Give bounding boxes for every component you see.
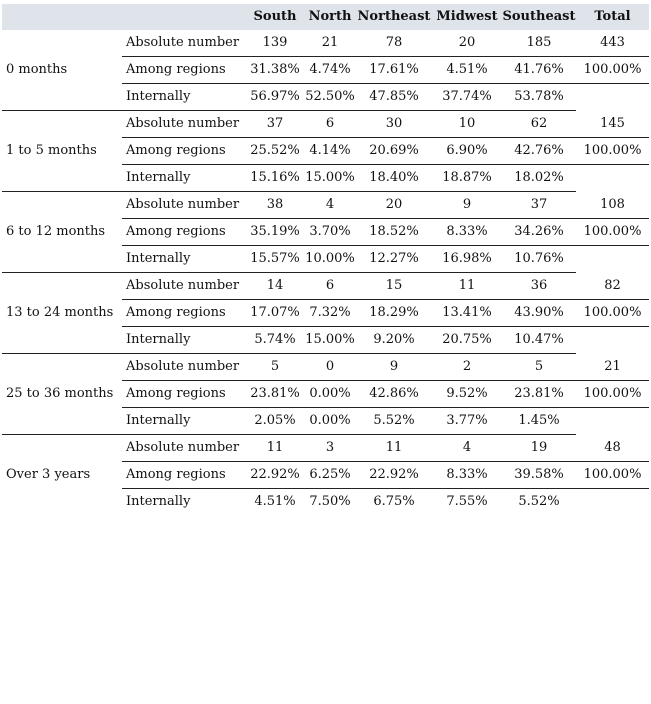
cell-north: 0.00%	[304, 408, 356, 435]
cell-south: 15.16%	[246, 165, 304, 192]
cell-midwest: 18.87%	[432, 165, 502, 192]
table-row	[2, 354, 649, 381]
cell-midwest: 13.41%	[432, 300, 502, 327]
measure-label: Absolute number	[122, 192, 246, 219]
cell-southeast: 18.02%	[502, 165, 576, 192]
cell-south: 139	[246, 30, 304, 57]
cell-total: 21	[576, 354, 649, 381]
cell-midwest: 6.90%	[432, 138, 502, 165]
cell-total	[576, 246, 649, 273]
measure-label: Internally	[122, 246, 246, 273]
cell-southeast: 23.81%	[502, 381, 576, 408]
cell-midwest: 9	[432, 192, 502, 219]
measure-label: Absolute number	[122, 30, 246, 57]
cell-south: 2.05%	[246, 408, 304, 435]
cell-total	[576, 84, 649, 111]
cell-southeast: 34.26%	[502, 219, 576, 246]
cell-midwest: 8.33%	[432, 219, 502, 246]
cell-south: 5.74%	[246, 327, 304, 354]
cell-northeast: 9	[356, 354, 432, 381]
column-header-midwest: Midwest	[432, 4, 502, 30]
cell-total: 100.00%	[576, 57, 649, 84]
cell-northeast: 6.75%	[373, 494, 415, 509]
cell-north: 6.25%	[304, 462, 356, 489]
measure-label: Absolute number	[122, 354, 246, 381]
column-header-north: North	[304, 4, 356, 30]
cell-north: 21	[304, 30, 356, 57]
cell-north: 15.00%	[304, 165, 356, 192]
cell-midwest: 10	[432, 111, 502, 138]
cell-total: 443	[576, 30, 649, 57]
cell-south: 22.92%	[246, 462, 304, 489]
measure-label: Among regions	[122, 57, 246, 84]
measure-label: Among regions	[122, 381, 246, 408]
cell-total	[576, 408, 649, 435]
cell-north: 4.14%	[304, 138, 356, 165]
cell-northeast: 5.52%	[356, 408, 432, 435]
cell-total	[576, 165, 649, 192]
table-row	[2, 111, 649, 138]
table-row	[2, 30, 649, 57]
cell-total: 100.00%	[576, 219, 649, 246]
cell-north: 3.70%	[304, 219, 356, 246]
row-group-label: 0 months	[2, 30, 122, 111]
cell-total: 100.00%	[576, 300, 649, 327]
table-row	[2, 192, 649, 219]
cell-midwest: 20.75%	[432, 327, 502, 354]
cell-midwest: 4	[432, 435, 502, 462]
cell-south: 31.38%	[246, 57, 304, 84]
cell-midwest: 37.74%	[432, 84, 502, 111]
cell-north: 7.50%	[309, 494, 351, 509]
header-blank-measure	[122, 4, 246, 30]
cell-total: 100.00%	[576, 462, 649, 489]
cell-southeast: 5.52%	[518, 494, 560, 509]
cell-north: 6	[304, 111, 356, 138]
measure-label: Internally	[122, 408, 246, 435]
cell-midwest: 2	[432, 354, 502, 381]
cell-south: 23.81%	[246, 381, 304, 408]
cell-south: 17.07%	[246, 300, 304, 327]
cell-midwest: 11	[432, 273, 502, 300]
cell-southeast: 185	[502, 30, 576, 57]
cell-total: 48	[576, 435, 649, 462]
cell-south: 11	[246, 435, 304, 462]
cell-northeast: 20	[356, 192, 432, 219]
cell-southeast: 42.76%	[502, 138, 576, 165]
cell-south: 4.51%	[254, 494, 296, 509]
cell-southeast: 41.76%	[502, 57, 576, 84]
cell-northeast: 17.61%	[356, 57, 432, 84]
cell-total: 100.00%	[576, 381, 649, 408]
cell-northeast: 9.20%	[356, 327, 432, 354]
cell-southeast: 19	[502, 435, 576, 462]
cell-midwest: 9.52%	[432, 381, 502, 408]
cell-southeast: 10.76%	[502, 246, 576, 273]
cell-southeast: 36	[502, 273, 576, 300]
column-header-northeast: Northeast	[356, 4, 432, 30]
cell-southeast: 37	[502, 192, 576, 219]
table-body	[2, 30, 649, 515]
row-group-label: 6 to 12 months	[2, 192, 122, 273]
cell-north: 3	[304, 435, 356, 462]
cell-south: 5	[246, 354, 304, 381]
cell-south: 14	[246, 273, 304, 300]
measure-label: Absolute number	[122, 111, 246, 138]
cell-total: 82	[576, 273, 649, 300]
cell-north: 52.50%	[304, 84, 356, 111]
header-blank-group	[2, 4, 122, 30]
row-group-label: 25 to 36 months	[2, 354, 122, 435]
cell-north: 7.32%	[304, 300, 356, 327]
measure-label: Internally	[122, 327, 246, 354]
cell-southeast: 5	[502, 354, 576, 381]
cell-midwest: 8.33%	[432, 462, 502, 489]
cell-southeast: 53.78%	[502, 84, 576, 111]
cell-southeast: 1.45%	[502, 408, 576, 435]
cell-northeast: 15	[356, 273, 432, 300]
cell-north: 6	[304, 273, 356, 300]
cell-northeast: 22.92%	[356, 462, 432, 489]
table-header	[2, 4, 649, 30]
column-header-south: South	[246, 4, 304, 30]
measure-label: Among regions	[122, 462, 246, 489]
row-group-label: 13 to 24 months	[2, 273, 122, 354]
cell-northeast: 47.85%	[356, 84, 432, 111]
cell-northeast: 18.29%	[356, 300, 432, 327]
cell-total	[576, 327, 649, 354]
cell-total: 108	[576, 192, 649, 219]
cell-northeast: 11	[356, 435, 432, 462]
cell-northeast: 18.40%	[356, 165, 432, 192]
cell-southeast: 39.58%	[502, 462, 576, 489]
cell-southeast: 62	[502, 111, 576, 138]
measure-label: Internally	[122, 165, 246, 192]
cell-north: 4.74%	[304, 57, 356, 84]
table-row	[2, 435, 649, 462]
data-table-container	[2, 4, 649, 515]
column-header-southeast: Southeast	[502, 4, 576, 30]
cell-northeast: 78	[356, 30, 432, 57]
cell-north: 0.00%	[304, 381, 356, 408]
cell-south: 56.97%	[246, 84, 304, 111]
measure-label: Internally	[126, 494, 191, 509]
cell-northeast: 42.86%	[356, 381, 432, 408]
row-group-label: 1 to 5 months	[2, 111, 122, 192]
cell-midwest: 7.55%	[446, 494, 488, 509]
cell-northeast: 18.52%	[356, 219, 432, 246]
cell-total: 100.00%	[576, 138, 649, 165]
measure-label: Internally	[122, 84, 246, 111]
cell-south: 15.57%	[246, 246, 304, 273]
header-row	[2, 4, 649, 30]
cell-midwest: 20	[432, 30, 502, 57]
cell-total: 145	[576, 111, 649, 138]
measure-label: Absolute number	[122, 273, 246, 300]
data-table	[2, 4, 649, 515]
measure-label: Among regions	[122, 219, 246, 246]
cell-north: 15.00%	[304, 327, 356, 354]
cell-northeast: 12.27%	[356, 246, 432, 273]
cell-midwest: 3.77%	[432, 408, 502, 435]
measure-label: Among regions	[122, 300, 246, 327]
column-header-total: Total	[576, 4, 649, 30]
cell-south: 25.52%	[246, 138, 304, 165]
cell-south: 38	[246, 192, 304, 219]
cell-total	[576, 489, 649, 516]
cell-north: 4	[304, 192, 356, 219]
cell-north: 10.00%	[304, 246, 356, 273]
measure-label: Among regions	[122, 138, 246, 165]
cell-midwest: 4.51%	[432, 57, 502, 84]
row-group-label: Over 3 years	[6, 467, 91, 482]
cell-midwest: 16.98%	[432, 246, 502, 273]
cell-southeast: 43.90%	[502, 300, 576, 327]
cell-northeast: 20.69%	[356, 138, 432, 165]
cell-northeast: 30	[356, 111, 432, 138]
table-row	[2, 273, 649, 300]
measure-label: Absolute number	[122, 435, 246, 462]
cell-north: 0	[304, 354, 356, 381]
cell-southeast: 10.47%	[502, 327, 576, 354]
cell-south: 35.19%	[246, 219, 304, 246]
cell-south: 37	[246, 111, 304, 138]
